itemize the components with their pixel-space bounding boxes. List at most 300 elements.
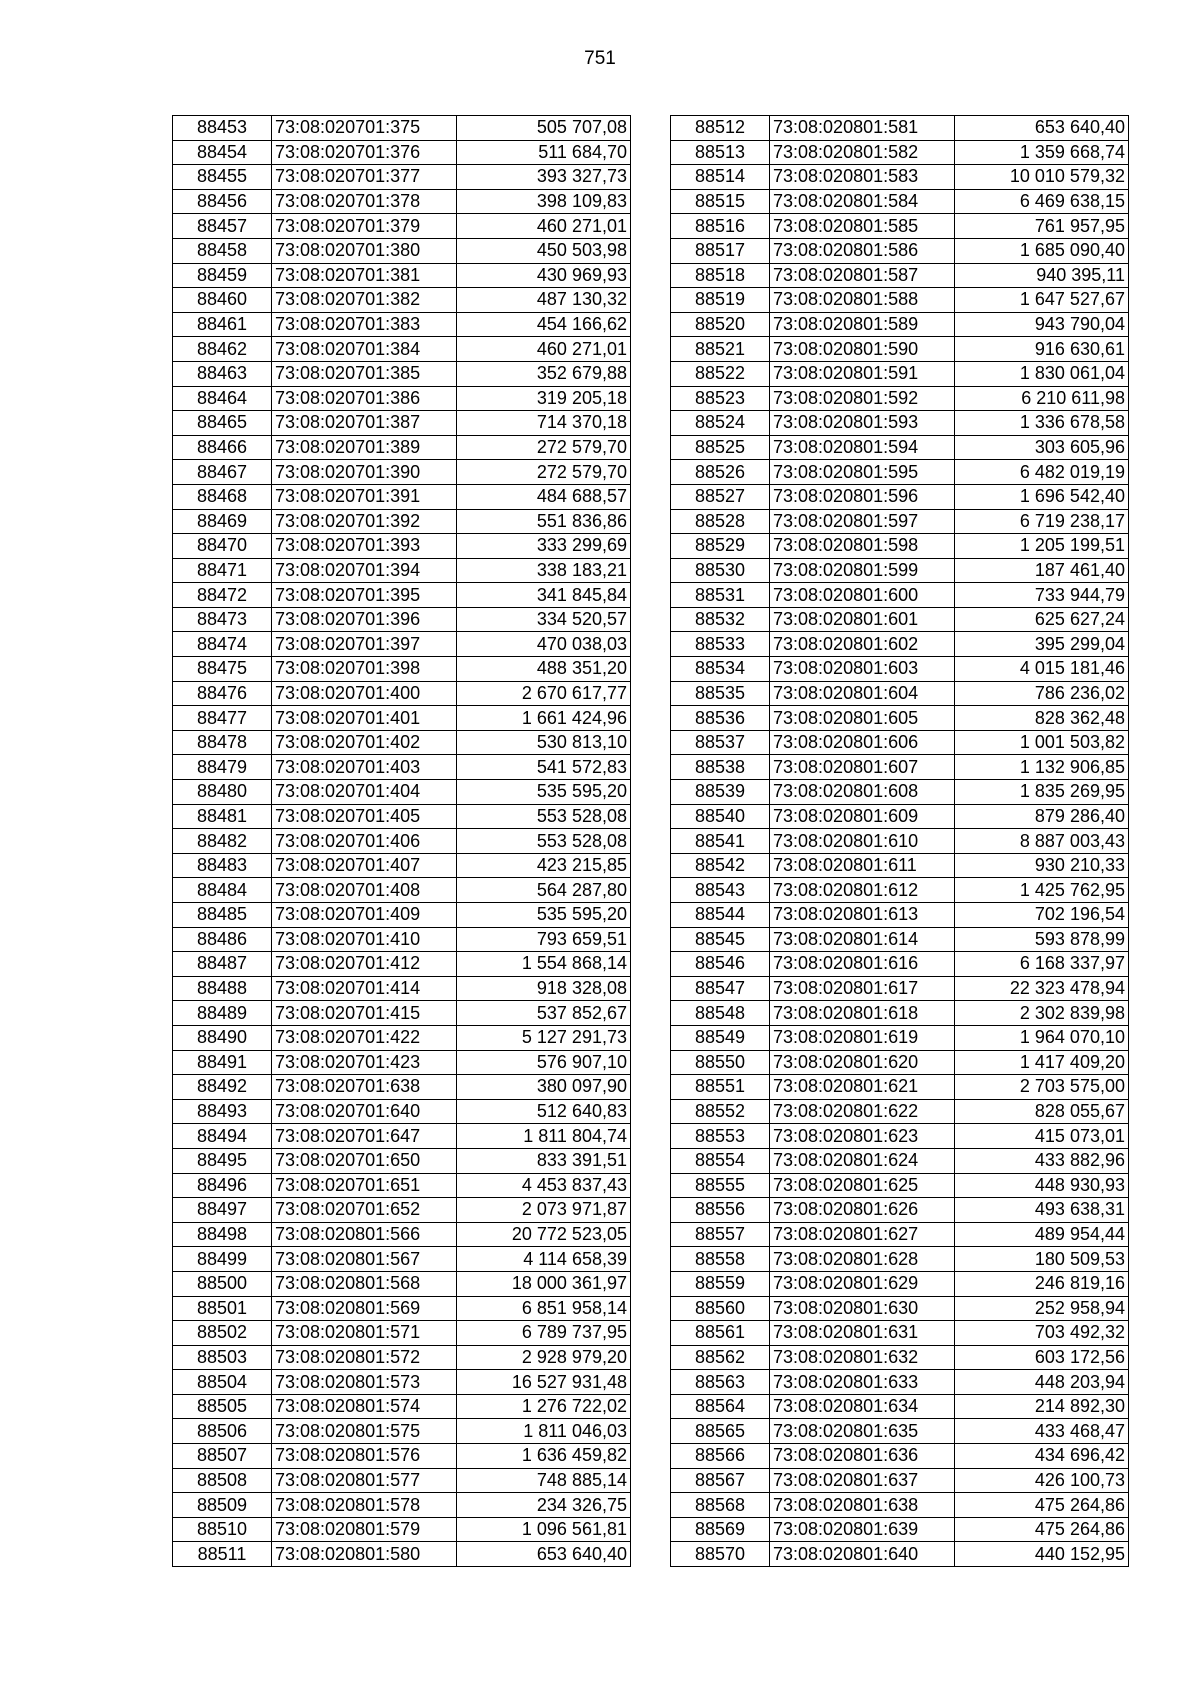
row-number-cell: 88525 — [671, 435, 770, 460]
table-row — [173, 583, 631, 608]
cadastral-number-cell: 73:08:020801:573 — [272, 1370, 457, 1395]
cadastral-number-cell: 73:08:020701:387 — [272, 411, 457, 436]
row-number-cell: 88502 — [173, 1321, 272, 1346]
row-number-cell: 88456 — [173, 189, 272, 214]
value-cell: 761 957,95 — [955, 214, 1129, 239]
cadastral-number-cell: 73:08:020701:403 — [272, 755, 457, 780]
cadastral-number-cell: 73:08:020801:572 — [272, 1345, 457, 1370]
table-row — [173, 780, 631, 805]
row-number-cell: 88462 — [173, 337, 272, 362]
cadastral-number-cell: 73:08:020801:595 — [770, 460, 955, 485]
row-number-cell: 88541 — [671, 829, 770, 854]
table-row — [671, 288, 1129, 313]
table-row — [671, 484, 1129, 509]
row-number-cell: 88559 — [671, 1271, 770, 1296]
row-number-cell: 88461 — [173, 312, 272, 337]
row-number-cell: 88516 — [671, 214, 770, 239]
cadastral-number-cell: 73:08:020801:605 — [770, 706, 955, 731]
value-cell: 352 679,88 — [457, 361, 631, 386]
value-cell: 625 627,24 — [955, 607, 1129, 632]
cadastral-number-cell: 73:08:020701:647 — [272, 1124, 457, 1149]
cadastral-number-cell: 73:08:020701:412 — [272, 952, 457, 977]
value-cell: 380 097,90 — [457, 1075, 631, 1100]
row-number-cell: 88526 — [671, 460, 770, 485]
value-cell: 530 813,10 — [457, 730, 631, 755]
row-number-cell: 88520 — [671, 312, 770, 337]
cadastral-number-cell: 73:08:020801:610 — [770, 829, 955, 854]
row-number-cell: 88508 — [173, 1468, 272, 1493]
cadastral-number-cell: 73:08:020701:407 — [272, 853, 457, 878]
row-number-cell: 88566 — [671, 1444, 770, 1469]
table-row — [671, 952, 1129, 977]
value-cell: 1 811 046,03 — [457, 1419, 631, 1444]
value-cell: 703 492,32 — [955, 1321, 1129, 1346]
table-row — [173, 1444, 631, 1469]
table-row — [671, 116, 1129, 141]
cadastral-number-cell: 73:08:020801:632 — [770, 1345, 955, 1370]
cadastral-number-cell: 73:08:020801:566 — [272, 1222, 457, 1247]
value-cell: 1 636 459,82 — [457, 1444, 631, 1469]
cadastral-number-cell: 73:08:020701:395 — [272, 583, 457, 608]
table-row — [671, 1468, 1129, 1493]
cadastral-number-cell: 73:08:020801:623 — [770, 1124, 955, 1149]
table-row — [671, 1148, 1129, 1173]
cadastral-number-cell: 73:08:020801:609 — [770, 804, 955, 829]
cadastral-number-cell: 73:08:020801:618 — [770, 1001, 955, 1026]
cadastral-number-cell: 73:08:020801:599 — [770, 558, 955, 583]
row-number-cell: 88470 — [173, 534, 272, 559]
row-number-cell: 88549 — [671, 1025, 770, 1050]
cadastral-number-cell: 73:08:020801:567 — [272, 1247, 457, 1272]
row-number-cell: 88500 — [173, 1271, 272, 1296]
table-row — [173, 1345, 631, 1370]
row-number-cell: 88515 — [671, 189, 770, 214]
row-number-cell: 88504 — [173, 1370, 272, 1395]
value-cell: 653 640,40 — [457, 1542, 631, 1567]
cadastral-number-cell: 73:08:020701:385 — [272, 361, 457, 386]
table-row — [671, 534, 1129, 559]
row-number-cell: 88532 — [671, 607, 770, 632]
table-row — [671, 460, 1129, 485]
table-row — [671, 558, 1129, 583]
cadastral-number-cell: 73:08:020801:634 — [770, 1394, 955, 1419]
cadastral-number-cell: 73:08:020701:384 — [272, 337, 457, 362]
table-row — [173, 1148, 631, 1173]
cadastral-number-cell: 73:08:020801:583 — [770, 165, 955, 190]
cadastral-number-cell: 73:08:020701:379 — [272, 214, 457, 239]
value-cell: 484 688,57 — [457, 484, 631, 509]
table-row — [671, 1419, 1129, 1444]
row-number-cell: 88471 — [173, 558, 272, 583]
row-number-cell: 88459 — [173, 263, 272, 288]
row-number-cell: 88530 — [671, 558, 770, 583]
table-row — [173, 312, 631, 337]
row-number-cell: 88539 — [671, 780, 770, 805]
row-number-cell: 88552 — [671, 1099, 770, 1124]
table-row — [173, 116, 631, 141]
page-number: 751 — [584, 48, 616, 69]
value-cell: 450 503,98 — [457, 238, 631, 263]
table-row — [173, 165, 631, 190]
value-cell: 433 468,47 — [955, 1419, 1129, 1444]
cadastral-number-cell: 73:08:020801:621 — [770, 1075, 955, 1100]
row-number-cell: 88528 — [671, 509, 770, 534]
value-cell: 603 172,56 — [955, 1345, 1129, 1370]
cadastral-number-cell: 73:08:020701:392 — [272, 509, 457, 534]
row-number-cell: 88478 — [173, 730, 272, 755]
table-row — [671, 903, 1129, 928]
value-cell: 303 605,96 — [955, 435, 1129, 460]
row-number-cell: 88505 — [173, 1394, 272, 1419]
value-cell: 4 015 181,46 — [955, 657, 1129, 682]
table-row — [671, 1075, 1129, 1100]
row-number-cell: 88474 — [173, 632, 272, 657]
cadastral-number-cell: 73:08:020701:400 — [272, 681, 457, 706]
table-row — [173, 1247, 631, 1272]
cadastral-number-cell: 73:08:020701:651 — [272, 1173, 457, 1198]
value-cell: 434 696,42 — [955, 1444, 1129, 1469]
value-cell: 733 944,79 — [955, 583, 1129, 608]
value-cell: 535 595,20 — [457, 903, 631, 928]
table-row — [671, 1050, 1129, 1075]
table-row — [173, 976, 631, 1001]
table-row — [671, 853, 1129, 878]
cadastral-number-cell: 73:08:020801:585 — [770, 214, 955, 239]
value-cell: 930 210,33 — [955, 853, 1129, 878]
table-row — [671, 927, 1129, 952]
row-number-cell: 88522 — [671, 361, 770, 386]
row-number-cell: 88555 — [671, 1173, 770, 1198]
table-row — [671, 189, 1129, 214]
value-cell: 487 130,32 — [457, 288, 631, 313]
row-number-cell: 88521 — [671, 337, 770, 362]
value-cell: 512 640,83 — [457, 1099, 631, 1124]
row-number-cell: 88453 — [173, 116, 272, 141]
value-cell: 334 520,57 — [457, 607, 631, 632]
table-row — [671, 1493, 1129, 1518]
row-number-cell: 88550 — [671, 1050, 770, 1075]
value-cell: 6 210 611,98 — [955, 386, 1129, 411]
cadastral-number-cell: 73:08:020801:592 — [770, 386, 955, 411]
value-cell: 786 236,02 — [955, 681, 1129, 706]
table-row — [173, 1124, 631, 1149]
table-row — [671, 140, 1129, 165]
row-number-cell: 88537 — [671, 730, 770, 755]
row-number-cell: 88556 — [671, 1198, 770, 1223]
value-cell: 6 469 638,15 — [955, 189, 1129, 214]
row-number-cell: 88527 — [671, 484, 770, 509]
value-cell: 415 073,01 — [955, 1124, 1129, 1149]
row-number-cell: 88547 — [671, 976, 770, 1001]
cadastral-number-cell: 73:08:020801:586 — [770, 238, 955, 263]
row-number-cell: 88489 — [173, 1001, 272, 1026]
cadastral-number-cell: 73:08:020801:581 — [770, 116, 955, 141]
row-number-cell: 88463 — [173, 361, 272, 386]
cadastral-number-cell: 73:08:020801:625 — [770, 1173, 955, 1198]
table-row — [671, 878, 1129, 903]
data-table-right — [670, 115, 1129, 1567]
cadastral-number-cell: 73:08:020701:638 — [272, 1075, 457, 1100]
cadastral-number-cell: 73:08:020801:630 — [770, 1296, 955, 1321]
cadastral-number-cell: 73:08:020701:398 — [272, 657, 457, 682]
row-number-cell: 88464 — [173, 386, 272, 411]
row-number-cell: 88519 — [671, 288, 770, 313]
row-number-cell: 88492 — [173, 1075, 272, 1100]
value-cell: 475 264,86 — [955, 1493, 1129, 1518]
cadastral-number-cell: 73:08:020701:378 — [272, 189, 457, 214]
cadastral-number-cell: 73:08:020701:383 — [272, 312, 457, 337]
table-row — [173, 411, 631, 436]
row-number-cell: 88554 — [671, 1148, 770, 1173]
value-cell: 234 326,75 — [457, 1493, 631, 1518]
value-cell: 333 299,69 — [457, 534, 631, 559]
table-row — [173, 1271, 631, 1296]
cadastral-number-cell: 73:08:020801:617 — [770, 976, 955, 1001]
cadastral-number-cell: 73:08:020801:578 — [272, 1493, 457, 1518]
value-cell: 6 482 019,19 — [955, 460, 1129, 485]
table-row — [671, 1542, 1129, 1567]
value-cell: 398 109,83 — [457, 189, 631, 214]
cadastral-number-cell: 73:08:020801:594 — [770, 435, 955, 460]
value-cell: 702 196,54 — [955, 903, 1129, 928]
cadastral-number-cell: 73:08:020801:587 — [770, 263, 955, 288]
value-cell: 1 661 424,96 — [457, 706, 631, 731]
row-number-cell: 88517 — [671, 238, 770, 263]
value-cell: 489 954,44 — [955, 1222, 1129, 1247]
cadastral-number-cell: 73:08:020801:591 — [770, 361, 955, 386]
table-row — [671, 632, 1129, 657]
cadastral-number-cell: 73:08:020801:601 — [770, 607, 955, 632]
value-cell: 564 287,80 — [457, 878, 631, 903]
cadastral-number-cell: 73:08:020701:386 — [272, 386, 457, 411]
table-row — [671, 1124, 1129, 1149]
row-number-cell: 88534 — [671, 657, 770, 682]
table-row — [671, 509, 1129, 534]
table-row — [671, 1247, 1129, 1272]
row-number-cell: 88485 — [173, 903, 272, 928]
row-number-cell: 88507 — [173, 1444, 272, 1469]
value-cell: 1 647 527,67 — [955, 288, 1129, 313]
table-row — [173, 878, 631, 903]
row-number-cell: 88477 — [173, 706, 272, 731]
cadastral-number-cell: 73:08:020801:628 — [770, 1247, 955, 1272]
table-row — [173, 632, 631, 657]
table-row — [671, 435, 1129, 460]
row-number-cell: 88543 — [671, 878, 770, 903]
value-cell: 1 359 668,74 — [955, 140, 1129, 165]
table-row — [173, 804, 631, 829]
row-number-cell: 88561 — [671, 1321, 770, 1346]
table-row — [173, 1050, 631, 1075]
table-row — [173, 558, 631, 583]
table-row — [173, 509, 631, 534]
row-number-cell: 88553 — [671, 1124, 770, 1149]
table-row — [173, 214, 631, 239]
cadastral-number-cell: 73:08:020701:391 — [272, 484, 457, 509]
row-number-cell: 88475 — [173, 657, 272, 682]
value-cell: 460 271,01 — [457, 337, 631, 362]
value-cell: 1 554 868,14 — [457, 952, 631, 977]
value-cell: 475 264,86 — [955, 1517, 1129, 1542]
cadastral-number-cell: 73:08:020801:626 — [770, 1198, 955, 1223]
value-cell: 1 425 762,95 — [955, 878, 1129, 903]
cadastral-number-cell: 73:08:020801:637 — [770, 1468, 955, 1493]
row-number-cell: 88455 — [173, 165, 272, 190]
table-row — [173, 263, 631, 288]
cadastral-number-cell: 73:08:020701:650 — [272, 1148, 457, 1173]
row-number-cell: 88562 — [671, 1345, 770, 1370]
cadastral-number-cell: 73:08:020801:576 — [272, 1444, 457, 1469]
table-row — [671, 1173, 1129, 1198]
value-cell: 4 114 658,39 — [457, 1247, 631, 1272]
value-cell: 537 852,67 — [457, 1001, 631, 1026]
table-row — [671, 829, 1129, 854]
value-cell: 833 391,51 — [457, 1148, 631, 1173]
cadastral-number-cell: 73:08:020701:382 — [272, 288, 457, 313]
row-number-cell: 88488 — [173, 976, 272, 1001]
table-row — [671, 238, 1129, 263]
table-row — [173, 706, 631, 731]
table-row — [671, 976, 1129, 1001]
cadastral-number-cell: 73:08:020801:635 — [770, 1419, 955, 1444]
value-cell: 576 907,10 — [457, 1050, 631, 1075]
table-row — [671, 361, 1129, 386]
value-cell: 553 528,08 — [457, 829, 631, 854]
table-row — [173, 927, 631, 952]
cadastral-number-cell: 73:08:020801:614 — [770, 927, 955, 952]
cadastral-number-cell: 73:08:020701:423 — [272, 1050, 457, 1075]
table-row — [671, 730, 1129, 755]
row-number-cell: 88460 — [173, 288, 272, 313]
cadastral-number-cell: 73:08:020701:640 — [272, 1099, 457, 1124]
table-row — [173, 1419, 631, 1444]
value-cell: 214 892,30 — [955, 1394, 1129, 1419]
cadastral-number-cell: 73:08:020801:568 — [272, 1271, 457, 1296]
value-cell: 8 887 003,43 — [955, 829, 1129, 854]
row-number-cell: 88538 — [671, 755, 770, 780]
cadastral-number-cell: 73:08:020801:629 — [770, 1271, 955, 1296]
cadastral-number-cell: 73:08:020801:622 — [770, 1099, 955, 1124]
row-number-cell: 88496 — [173, 1173, 272, 1198]
table-row — [173, 657, 631, 682]
table-row — [671, 1345, 1129, 1370]
table-row — [671, 1001, 1129, 1026]
value-cell: 6 168 337,97 — [955, 952, 1129, 977]
value-cell: 748 885,14 — [457, 1468, 631, 1493]
value-cell: 5 127 291,73 — [457, 1025, 631, 1050]
row-number-cell: 88454 — [173, 140, 272, 165]
value-cell: 272 579,70 — [457, 435, 631, 460]
cadastral-number-cell: 73:08:020801:616 — [770, 952, 955, 977]
row-number-cell: 88482 — [173, 829, 272, 854]
cadastral-number-cell: 73:08:020801:584 — [770, 189, 955, 214]
row-number-cell: 88510 — [173, 1517, 272, 1542]
cadastral-number-cell: 73:08:020801:597 — [770, 509, 955, 534]
row-number-cell: 88479 — [173, 755, 272, 780]
table-row — [671, 1099, 1129, 1124]
row-number-cell: 88565 — [671, 1419, 770, 1444]
cadastral-number-cell: 73:08:020701:404 — [272, 780, 457, 805]
value-cell: 246 819,16 — [955, 1271, 1129, 1296]
cadastral-number-cell: 73:08:020701:409 — [272, 903, 457, 928]
row-number-cell: 88473 — [173, 607, 272, 632]
table-row — [173, 1099, 631, 1124]
cadastral-number-cell: 73:08:020801:604 — [770, 681, 955, 706]
cadastral-number-cell: 73:08:020801:619 — [770, 1025, 955, 1050]
row-number-cell: 88472 — [173, 583, 272, 608]
cadastral-number-cell: 73:08:020701:401 — [272, 706, 457, 731]
table-row — [671, 312, 1129, 337]
value-cell: 2 928 979,20 — [457, 1345, 631, 1370]
cadastral-number-cell: 73:08:020801:611 — [770, 853, 955, 878]
value-cell: 448 930,93 — [955, 1173, 1129, 1198]
table-row — [173, 140, 631, 165]
value-cell: 940 395,11 — [955, 263, 1129, 288]
cadastral-number-cell: 73:08:020701:396 — [272, 607, 457, 632]
value-cell: 916 630,61 — [955, 337, 1129, 362]
value-cell: 338 183,21 — [457, 558, 631, 583]
value-cell: 272 579,70 — [457, 460, 631, 485]
row-number-cell: 88523 — [671, 386, 770, 411]
value-cell: 551 836,86 — [457, 509, 631, 534]
cadastral-number-cell: 73:08:020801:579 — [272, 1517, 457, 1542]
value-cell: 1 964 070,10 — [955, 1025, 1129, 1050]
row-number-cell: 88551 — [671, 1075, 770, 1100]
table-row — [173, 681, 631, 706]
table-row — [173, 903, 631, 928]
table-row — [671, 804, 1129, 829]
cadastral-number-cell: 73:08:020801:588 — [770, 288, 955, 313]
table-row — [671, 411, 1129, 436]
table-row — [173, 1198, 631, 1223]
value-cell: 6 789 737,95 — [457, 1321, 631, 1346]
table-row — [173, 337, 631, 362]
table-row — [173, 730, 631, 755]
cadastral-number-cell: 73:08:020801:589 — [770, 312, 955, 337]
value-cell: 1 205 199,51 — [955, 534, 1129, 559]
cadastral-number-cell: 73:08:020801:600 — [770, 583, 955, 608]
table-row — [173, 1370, 631, 1395]
table-row — [671, 681, 1129, 706]
row-number-cell: 88495 — [173, 1148, 272, 1173]
cadastral-number-cell: 73:08:020801:613 — [770, 903, 955, 928]
cadastral-number-cell: 73:08:020801:590 — [770, 337, 955, 362]
table-row — [671, 1370, 1129, 1395]
data-table-left — [172, 115, 631, 1567]
row-number-cell: 88557 — [671, 1222, 770, 1247]
value-cell: 1 001 503,82 — [955, 730, 1129, 755]
value-cell: 440 152,95 — [955, 1542, 1129, 1567]
row-number-cell: 88535 — [671, 681, 770, 706]
value-cell: 187 461,40 — [955, 558, 1129, 583]
table-row — [173, 1321, 631, 1346]
row-number-cell: 88469 — [173, 509, 272, 534]
row-number-cell: 88567 — [671, 1468, 770, 1493]
value-cell: 22 323 478,94 — [955, 976, 1129, 1001]
cadastral-number-cell: 73:08:020801:593 — [770, 411, 955, 436]
cadastral-number-cell: 73:08:020801:569 — [272, 1296, 457, 1321]
cadastral-number-cell: 73:08:020701:390 — [272, 460, 457, 485]
cadastral-number-cell: 73:08:020701:397 — [272, 632, 457, 657]
value-cell: 341 845,84 — [457, 583, 631, 608]
value-cell: 319 205,18 — [457, 386, 631, 411]
value-cell: 1 132 906,85 — [955, 755, 1129, 780]
row-number-cell: 88467 — [173, 460, 272, 485]
cadastral-number-cell: 73:08:020801:577 — [272, 1468, 457, 1493]
table-row — [671, 1271, 1129, 1296]
cadastral-number-cell: 73:08:020701:375 — [272, 116, 457, 141]
value-cell: 16 527 931,48 — [457, 1370, 631, 1395]
